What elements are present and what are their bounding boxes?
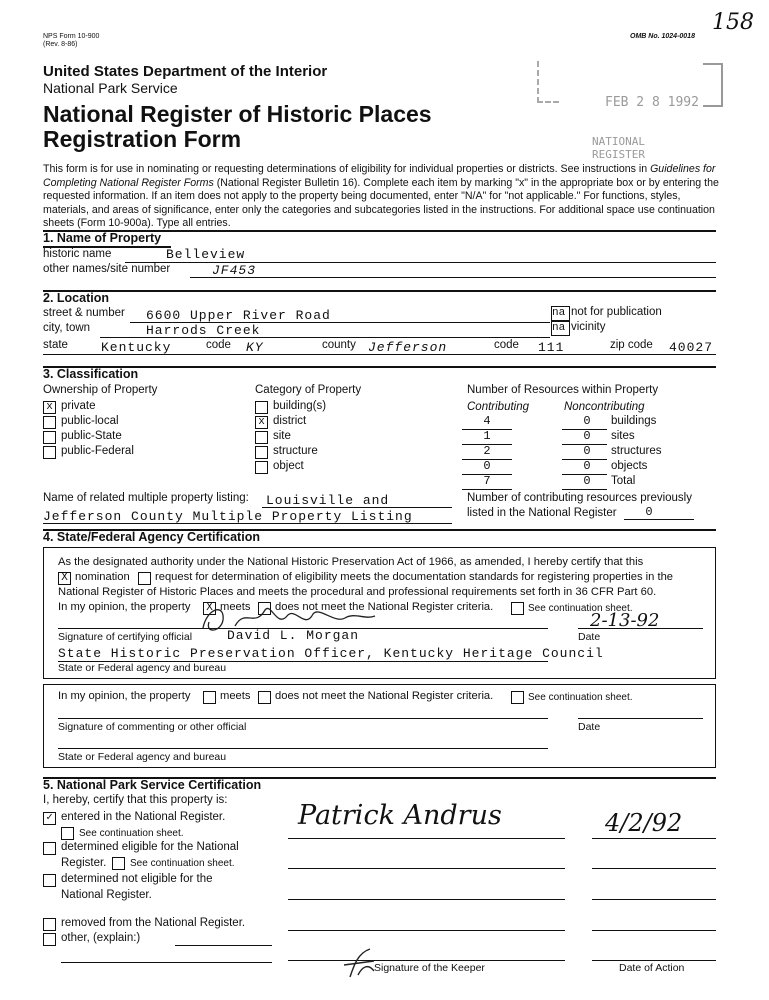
form-revision: (Rev. 8-86) bbox=[43, 41, 78, 48]
resource-label-total: Total bbox=[611, 475, 636, 487]
date-of-action-label: Date of Action bbox=[619, 962, 685, 974]
contributing-objects[interactable]: 0 bbox=[483, 459, 491, 473]
handwritten-page-number: 158 bbox=[712, 10, 754, 35]
entered-continuation-label: See continuation sheet. bbox=[79, 828, 184, 839]
noncontributing-sites[interactable]: 0 bbox=[583, 429, 591, 443]
form-number: NPS Form 10-900 bbox=[43, 33, 100, 40]
keeper-line bbox=[288, 930, 565, 931]
category-district-checkbox[interactable]: x bbox=[255, 416, 268, 429]
checkmark-icon: ✓ bbox=[46, 812, 53, 824]
category-building-checkbox[interactable] bbox=[255, 401, 268, 414]
service-name: National Park Service bbox=[43, 80, 178, 96]
answer-line bbox=[562, 489, 607, 490]
state-line bbox=[43, 354, 716, 355]
action-date-line bbox=[592, 899, 716, 900]
category-site-checkbox[interactable] bbox=[255, 431, 268, 444]
ownership-public-local-label: public-local bbox=[61, 415, 119, 427]
related-listing-label: Name of related multiple property listing: bbox=[43, 492, 249, 504]
noncontributing-objects[interactable]: 0 bbox=[583, 459, 591, 473]
signature-label: Signature of certifying official bbox=[58, 631, 193, 643]
contributing-buildings[interactable]: 4 bbox=[483, 414, 491, 428]
previously-listed-value[interactable]: 0 bbox=[645, 505, 653, 519]
date2-label: Date bbox=[578, 721, 601, 733]
related-listing-line2[interactable]: Jefferson County Multiple Property Listing bbox=[43, 509, 413, 524]
answer-line bbox=[624, 519, 694, 520]
state-value[interactable]: Kentucky bbox=[101, 340, 172, 355]
action-date-line bbox=[592, 930, 716, 931]
eligible-label-line2: Register. bbox=[61, 857, 107, 869]
resource-label-sites: sites bbox=[611, 430, 635, 442]
contributing-sites[interactable]: 1 bbox=[483, 429, 491, 443]
zip-label: zip code bbox=[610, 339, 653, 351]
keeper-signature: Patrick Andrus bbox=[298, 800, 502, 831]
related-listing-line1[interactable]: Louisville and bbox=[266, 493, 390, 508]
opinion-prefix: In my opinion, the property bbox=[58, 601, 191, 613]
removed-label: removed from the National Register. bbox=[61, 917, 246, 929]
answer-line bbox=[262, 507, 452, 508]
section4-heading: 4. State/Federal Agency Certification bbox=[43, 530, 260, 544]
agency2-label: State or Federal agency and bureau bbox=[58, 751, 227, 763]
continuation-checkbox[interactable] bbox=[511, 602, 524, 615]
entered-label: entered in the National Register. bbox=[61, 811, 226, 823]
agency-label: State or Federal agency and bureau bbox=[58, 662, 227, 674]
keeper-line bbox=[288, 899, 565, 900]
other-explain-line bbox=[175, 945, 272, 946]
stamp-national: NATIONAL bbox=[592, 135, 645, 148]
historic-name-value[interactable]: Belleview bbox=[166, 247, 246, 262]
meets2-checkbox[interactable] bbox=[203, 691, 216, 704]
contributing-total[interactable]: 7 bbox=[483, 474, 491, 488]
removed-checkbox[interactable] bbox=[43, 918, 56, 931]
noncontributing-buildings[interactable]: 0 bbox=[583, 414, 591, 428]
date-label: Date bbox=[578, 631, 601, 643]
resource-label-objects: objects bbox=[611, 460, 648, 472]
request-determination-label: request for determination of eligibility meets the documentation standards for registering properties in the bbox=[155, 571, 674, 583]
keeper-line bbox=[288, 838, 565, 839]
action-date-line bbox=[592, 838, 716, 839]
commenting-label: Signature of commenting or other official bbox=[58, 721, 247, 733]
continuation-label: See continuation sheet. bbox=[528, 603, 633, 614]
other-checkbox[interactable] bbox=[43, 933, 56, 946]
other-names-line bbox=[190, 277, 716, 278]
section3-heading: 3. Classification bbox=[43, 367, 139, 381]
received-stamp bbox=[535, 55, 725, 117]
certifying-official-name[interactable]: David L. Morgan bbox=[227, 628, 360, 643]
agency2-line bbox=[58, 748, 548, 749]
street-value[interactable]: 6600 Upper River Road bbox=[146, 308, 331, 323]
not-for-publication-box[interactable]: na bbox=[551, 306, 570, 321]
vicinity-label: vicinity bbox=[571, 321, 606, 333]
opinion2-prefix: In my opinion, the property bbox=[58, 690, 191, 702]
city-value[interactable]: Harrods Creek bbox=[146, 323, 261, 338]
city-label: city, town bbox=[43, 322, 91, 334]
ownership-heading: Ownership of Property bbox=[43, 384, 158, 396]
previously-listed-label2: listed in the National Register bbox=[467, 507, 617, 519]
noncontributing-label: Noncontributing bbox=[564, 401, 645, 413]
resources-heading: Number of Resources within Property bbox=[467, 384, 659, 396]
category-district-label: district bbox=[273, 415, 307, 427]
category-site-label: site bbox=[273, 430, 291, 442]
street-label: street & number bbox=[43, 307, 125, 319]
continuation2-checkbox[interactable] bbox=[511, 691, 524, 704]
noncontributing-structures[interactable]: 0 bbox=[583, 444, 591, 458]
date2-line bbox=[578, 718, 703, 719]
resource-label-structures: structures bbox=[611, 445, 662, 457]
agency-value[interactable]: State Historic Preservation Officer, Kentucky Heritage Council bbox=[58, 646, 604, 661]
ownership-private-checkbox[interactable]: x bbox=[43, 401, 56, 414]
category-structure-checkbox[interactable] bbox=[255, 446, 268, 459]
category-object-label: object bbox=[273, 460, 304, 472]
ownership-public-state-label: public-State bbox=[61, 430, 122, 442]
continuation2-label: See continuation sheet. bbox=[528, 692, 633, 703]
county-label: county bbox=[322, 339, 356, 351]
form-title-line2: Registration Form bbox=[43, 126, 242, 152]
action-date-line bbox=[592, 960, 716, 961]
answer-line bbox=[462, 489, 512, 490]
eligible-continuation-checkbox[interactable] bbox=[112, 857, 125, 870]
county-code-label: code bbox=[494, 339, 519, 351]
does-not-meet2-checkbox[interactable] bbox=[258, 691, 271, 704]
department-name: United States Department of the Interior bbox=[43, 63, 328, 80]
ownership-private-label: private bbox=[61, 400, 96, 412]
answer-line bbox=[43, 523, 452, 524]
not-for-publication-label: not for publication bbox=[571, 306, 662, 318]
signature2-line bbox=[58, 718, 548, 719]
entered-checkbox[interactable] bbox=[43, 812, 56, 825]
state-code-value[interactable]: KY bbox=[246, 340, 264, 355]
entered-continuation-checkbox[interactable] bbox=[61, 827, 74, 840]
eligible-continuation-label: See continuation sheet. bbox=[130, 858, 235, 869]
stamp-register: REGISTER bbox=[592, 148, 645, 161]
city-line bbox=[100, 337, 550, 338]
other-names-label: other names/site number bbox=[43, 263, 171, 275]
resource-label-buildings: buildings bbox=[611, 415, 657, 427]
certification-date-value[interactable]: 2-13-92 bbox=[590, 610, 660, 631]
keeper-label: Signature of the Keeper bbox=[374, 962, 485, 974]
does-not-meet2-label: does not meet the National Register criteria. bbox=[275, 690, 494, 702]
category-building-label: building(s) bbox=[273, 400, 327, 412]
zip-value[interactable]: 40027 bbox=[669, 340, 714, 355]
instructions-paragraph bbox=[43, 163, 723, 231]
eligible-checkbox[interactable] bbox=[43, 842, 56, 855]
other-explain-line2 bbox=[61, 962, 272, 963]
section2-heading: 2. Location bbox=[43, 291, 109, 305]
does-not-meet-label: does not meet the National Register criteria. bbox=[275, 601, 494, 613]
category-structure-label: structure bbox=[273, 445, 318, 457]
state-code-label: code bbox=[206, 339, 231, 351]
keeper-line bbox=[288, 868, 565, 869]
form-title-line1: National Register of Historic Places bbox=[43, 101, 432, 127]
not-eligible-label-line1: determined not eligible for the bbox=[61, 873, 213, 885]
certification-line1: As the designated authority under the National Historic Preservation Act of 1966, as amended, I hereby certify that this bbox=[58, 556, 644, 568]
request-determination-checkbox[interactable] bbox=[138, 572, 151, 585]
keeper-line bbox=[288, 960, 565, 961]
county-value[interactable]: Jefferson bbox=[368, 340, 448, 355]
section-divider bbox=[43, 366, 716, 368]
meets2-label: meets bbox=[220, 690, 251, 702]
noncontributing-total[interactable]: 0 bbox=[583, 474, 591, 488]
ownership-public-federal-checkbox[interactable] bbox=[43, 446, 56, 459]
instructions-guidelines: Guidelines for Completing National Register Forms bbox=[43, 163, 716, 189]
instructions-text: This form is for use in nominating or requesting determinations of eligibility for individual properties or districts. See instructions in bbox=[43, 163, 651, 175]
section1-heading: 1. Name of Property bbox=[43, 231, 162, 245]
contributing-structures[interactable]: 2 bbox=[483, 444, 491, 458]
certification-line3: National Register of Historic Places and meets the procedural and professional requirements set forth in 36 CFR Part 60. bbox=[58, 586, 657, 598]
nomination-label: nomination bbox=[75, 571, 130, 583]
other-label: other, (explain:) bbox=[61, 932, 141, 944]
ownership-public-federal-label: public-Federal bbox=[61, 445, 134, 457]
vicinity-box[interactable]: na bbox=[551, 321, 570, 336]
not-eligible-label-line2: National Register. bbox=[61, 889, 152, 901]
meets-checkbox[interactable]: X bbox=[203, 602, 216, 615]
meets-label: meets bbox=[220, 601, 251, 613]
category-object-checkbox[interactable] bbox=[255, 461, 268, 474]
other-names-value[interactable]: JF453 bbox=[212, 263, 257, 278]
signature-line bbox=[58, 628, 548, 629]
action-date-line bbox=[592, 868, 716, 869]
state-label: state bbox=[43, 339, 68, 351]
not-eligible-checkbox[interactable] bbox=[43, 874, 56, 887]
county-code-value[interactable]: 111 bbox=[538, 340, 565, 355]
contributing-label: Contributing bbox=[467, 401, 530, 413]
stamp-date: FEB 2 8 1992 bbox=[605, 95, 699, 110]
nps-intro: I, hereby, certify that this property is: bbox=[43, 794, 228, 806]
omb-number: OMB No. 1024-0018 bbox=[630, 33, 695, 40]
nomination-checkbox[interactable]: X bbox=[58, 572, 71, 585]
section-divider bbox=[43, 290, 716, 292]
ownership-public-local-checkbox[interactable] bbox=[43, 416, 56, 429]
historic-name-label: historic name bbox=[43, 248, 112, 260]
category-heading: Category of Property bbox=[255, 384, 362, 396]
previously-listed-label1: Number of contributing resources previously bbox=[467, 492, 692, 504]
instructions-text-rest: (National Register Bulletin 16). Complete each item by marking "x" in the appropriate box or by entering the requested information. If an item does not apply to the property being documented, enter "N/A" for "not applicable." For functions, styles, materials, and areas of significance, enter only the categories and subcategories listed in the instructions. For additional space use continuation sheets (Form 10-900a). Type all entries. bbox=[43, 176, 719, 229]
eligible-label-line1: determined eligible for the National bbox=[61, 841, 239, 853]
date-line bbox=[578, 628, 703, 629]
ownership-public-state-checkbox[interactable] bbox=[43, 431, 56, 444]
section5-heading: 5. National Park Service Certification bbox=[43, 778, 262, 792]
action-date-value[interactable]: 4/2/92 bbox=[605, 809, 683, 837]
